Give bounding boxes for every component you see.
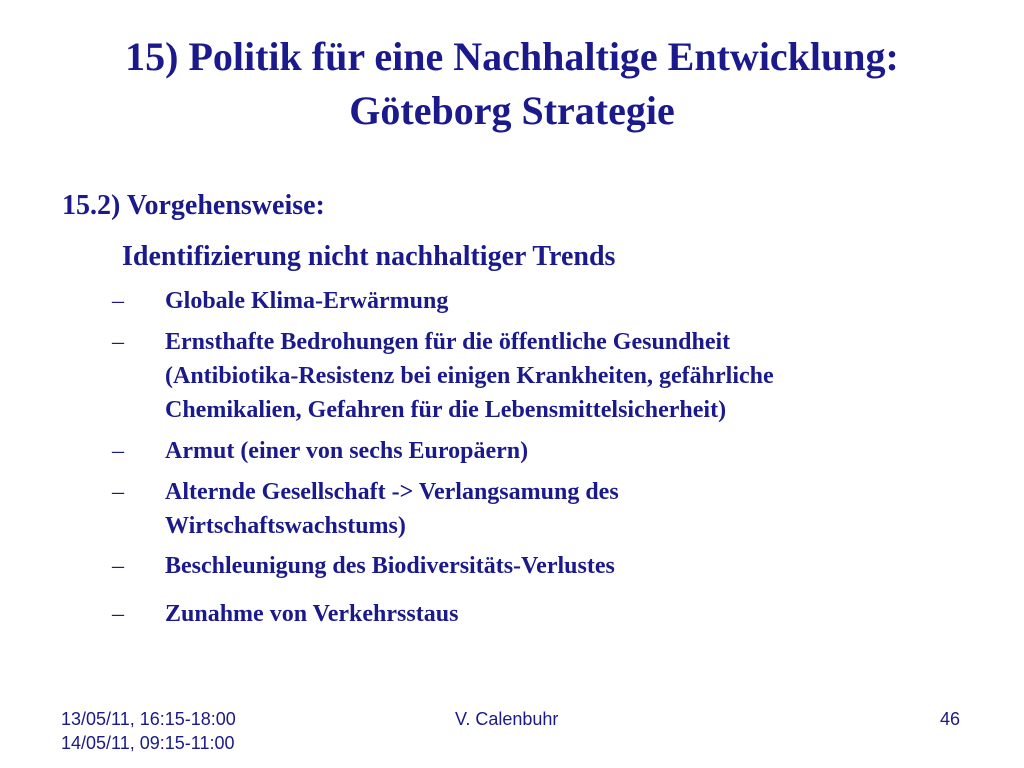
bullet-dash: –: [112, 288, 124, 314]
bullet-text: [165, 475, 925, 543]
bullet-dash: –: [112, 329, 124, 355]
slide-title-line-2: Göteborg Strategie: [349, 88, 675, 133]
bullet-dash: –: [112, 479, 124, 505]
bullet-line: Beschleunigung des Biodiversitäts-Verlustes: [165, 553, 615, 579]
bullet-line: Alternde Gesellschaft -> Verlangsamung des: [165, 479, 619, 505]
bullet-dash: –: [112, 438, 124, 464]
subheading: Identifizierung nicht nachhaltiger Trends: [122, 241, 616, 272]
bullet-line: Chemikalien, Gefahren für die Lebensmittelsicherheit): [165, 397, 727, 423]
section-heading: 15.2) Vorgehensweise:: [62, 190, 325, 221]
bullet-text: [165, 325, 925, 427]
bullet-line: Ernsthafte Bedrohungen für die öffentliche Gesundheit: [165, 329, 731, 355]
bullet-text: [165, 597, 925, 631]
page-number: 46: [940, 709, 961, 729]
bullet-line: Globale Klima-Erwärmung: [165, 288, 449, 314]
slide-title-line-1: 15) Politik für eine Nachhaltige Entwicklung:: [125, 34, 899, 79]
slide-title: [0, 30, 1024, 138]
footer-date-line-1: 13/05/11, 16:15-18:00: [61, 709, 236, 729]
footer-date: [61, 707, 236, 755]
bullet-dash: –: [112, 601, 124, 627]
bullet-line: Armut (einer von sechs Europäern): [165, 438, 529, 464]
footer-date-line-2: 14/05/11, 09:15-11:00: [61, 733, 235, 753]
bullet-text: [165, 549, 925, 583]
bullet-line: Wirtschaftswachstums): [165, 513, 406, 539]
bullet-line: (Antibiotika-Resistenz bei einigen Krankheiten, gefährliche: [165, 363, 774, 389]
footer-author: V. Calenbuhr: [455, 709, 559, 729]
bullet-line: Zunahme von Verkehrsstaus: [165, 601, 459, 627]
bullet-text: [165, 434, 925, 468]
bullet-dash: –: [112, 553, 124, 579]
bullet-text: [165, 284, 925, 318]
